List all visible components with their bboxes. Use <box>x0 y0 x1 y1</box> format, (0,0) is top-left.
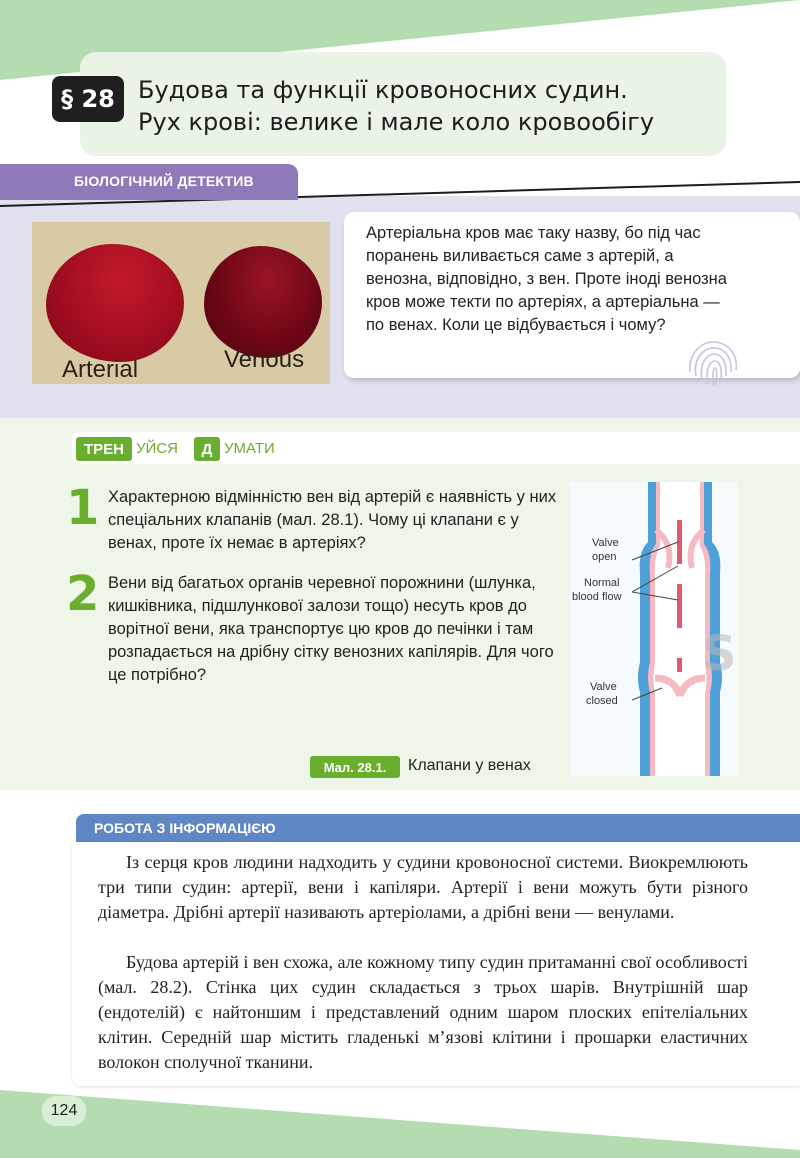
label-valve-open-2: open <box>592 551 617 563</box>
info-paragraph-2: Будова артерій і вен схожа, але кожному типу судин притаманні свої особливості (мал. 28.2). Стінка цих судин складається з трьох шарів. Внутрішній шар (ендотелій) є найтоншим і представлений одним шаром плоских епітеліальних клітин. Середній шар містить гладенькі м’язові клітини і прошарки еластичних волокон сполучної тканини. <box>98 952 748 1072</box>
photo-label-arterial: Arterial <box>62 356 139 383</box>
figure-caption-tag: Мал. 28.1. <box>310 756 400 778</box>
question-2-text: Вени від багатьох органів черевної порожнини (шлунка, кишківника, підшлункової залози тощо) несуть кров до ворітної вени, яка транспортує цю кров до печінки і там розпадається на дрібну сітку венозних капілярів. Для чого це потрібно? <box>108 574 554 684</box>
question-1-number: 1 <box>66 480 100 536</box>
photo-label-venous: Venous <box>224 346 305 373</box>
train-label-box-2: Д <box>194 437 220 461</box>
arterial-blood-sample <box>46 244 184 362</box>
vein-valves-diagram <box>570 482 738 776</box>
train-label-box-1: ТРЕН <box>76 437 132 461</box>
label-valve-closed-2: closed <box>586 695 618 707</box>
page-title-line-2: Рух крові: велике і мале коло кровообігу <box>138 108 655 136</box>
page-number: 124 <box>42 1096 86 1126</box>
label-normal-flow: Normal <box>584 577 620 589</box>
figure-caption-text: Клапани у венах <box>408 757 531 774</box>
label-normal-flow-2: blood flow <box>572 591 622 603</box>
question-2-number: 2 <box>66 566 100 622</box>
train-label-text-2: УМАТИ <box>224 440 275 457</box>
section-badge: § 28 <box>52 76 124 122</box>
fingerprint-icon <box>682 332 744 390</box>
question-1-text: Характерною відмінністю вен від артерій є наявність у них спеціальних клапанів (мал. 28.1). Чому ці клапани є у венах, проте їх немає в артеріях? <box>108 488 557 552</box>
detective-label: БІОЛОГІЧНИЙ ДЕТЕКТИВ <box>74 173 254 189</box>
detective-question-text: Артеріальна кров має таку назву, бо під час поранень виливається саме з артерій, а венозна, відповідно, з вен. Проте іноді венозна кров може текти по артеріях, а артеріальна — по венах. Коли це відбувається і чому? <box>366 224 727 334</box>
train-label-text-1: УЙСЯ <box>136 440 178 457</box>
info-paragraph-1: Із серця кров людини надходить у судини кровоносної системи. Виокремлюють три типи судин: артерії, вени і капіляри. Артерії і вени можуть бути різного діаметра. Дрібні артерії називають артеріолами, а дрібні вени — венулами. <box>98 852 748 922</box>
train-header-bar <box>72 432 800 464</box>
watermark-letter: S <box>702 626 737 682</box>
venous-blood-sample <box>204 246 322 358</box>
bottom-band <box>0 1090 800 1158</box>
vein-valves-figure <box>570 482 738 776</box>
label-valve-open: Valve <box>592 537 619 549</box>
title-box <box>80 52 726 156</box>
label-valve-closed: Valve <box>590 681 617 693</box>
info-label: РОБОТА З ІНФОРМАЦІЄЮ <box>94 820 276 836</box>
page-title-line-1: Будова та функції кровоносних судин. <box>138 76 628 104</box>
blood-samples-photo <box>32 222 330 384</box>
